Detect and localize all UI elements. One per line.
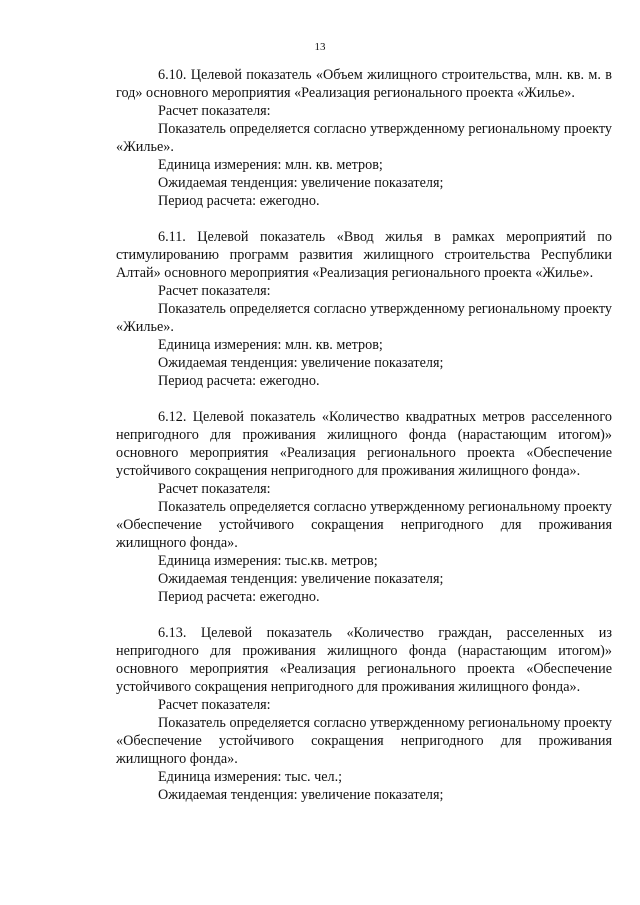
calc-text: Показатель определяется согласно утвержденному региональному проекту «Жилье». xyxy=(116,301,612,335)
calc-text: Показатель определяется согласно утвержденному региональному проекту «Обеспечение устойчивого сокращения непригодного для проживания жилищного фонда». xyxy=(116,499,612,551)
section-6-13 xyxy=(116,624,612,804)
document-body xyxy=(116,66,612,804)
unit-line: Единица измерения: тыс. чел.; xyxy=(158,769,343,785)
unit-line: Единица измерения: млн. кв. метров; xyxy=(158,337,383,353)
calc-label: Расчет показателя: xyxy=(158,481,271,497)
unit-line: Единица измерения: тыс.кв. метров; xyxy=(158,553,378,569)
section-heading: 6.13. Целевой показатель «Количество граждан, расселенных из непригодного для проживания жилищного фонда (нарастающим итогом)» основного мероприятия «Реализация регионального проекта «Обеспечение устойчивого сокращения непригодного для проживания жилищного фонда». xyxy=(116,625,612,695)
period-line: Период расчета: ежегодно. xyxy=(158,589,320,605)
calc-label: Расчет показателя: xyxy=(158,103,271,119)
trend-line: Ожидаемая тенденция: увеличение показателя; xyxy=(158,787,444,803)
section-heading: 6.10. Целевой показатель «Объем жилищного строительства, млн. кв. м. в год» основного мероприятия «Реализация регионального проекта «Жилье». xyxy=(116,67,612,101)
calc-label: Расчет показателя: xyxy=(158,697,271,713)
calc-label: Расчет показателя: xyxy=(158,283,271,299)
section-6-10 xyxy=(116,66,612,210)
trend-line: Ожидаемая тенденция: увеличение показателя; xyxy=(158,355,444,371)
unit-line: Единица измерения: млн. кв. метров; xyxy=(158,157,383,173)
calc-text: Показатель определяется согласно утвержденному региональному проекту «Обеспечение устойчивого сокращения непригодного для проживания жилищного фонда». xyxy=(116,715,612,767)
section-6-11 xyxy=(116,228,612,390)
page-number: 13 xyxy=(314,41,326,53)
trend-line: Ожидаемая тенденция: увеличение показателя; xyxy=(158,571,444,587)
section-6-12 xyxy=(116,408,612,606)
section-heading: 6.12. Целевой показатель «Количество квадратных метров расселенного непригодного для проживания жилищного фонда (нарастающим итогом)» основного мероприятия «Реализация регионального проекта «Обеспечение устойчивого сокращения непригодного для проживания жилищного фонда». xyxy=(116,409,612,479)
section-heading: 6.11. Целевой показатель «Ввод жилья в рамках мероприятий по стимулированию программ развития жилищного строительства Республики Алтай» основного мероприятия «Реализация регионального проекта «Жилье». xyxy=(116,229,612,281)
trend-line: Ожидаемая тенденция: увеличение показателя; xyxy=(158,175,444,191)
period-line: Период расчета: ежегодно. xyxy=(158,193,320,209)
calc-text: Показатель определяется согласно утвержденному региональному проекту «Жилье». xyxy=(116,121,612,155)
period-line: Период расчета: ежегодно. xyxy=(158,373,320,389)
